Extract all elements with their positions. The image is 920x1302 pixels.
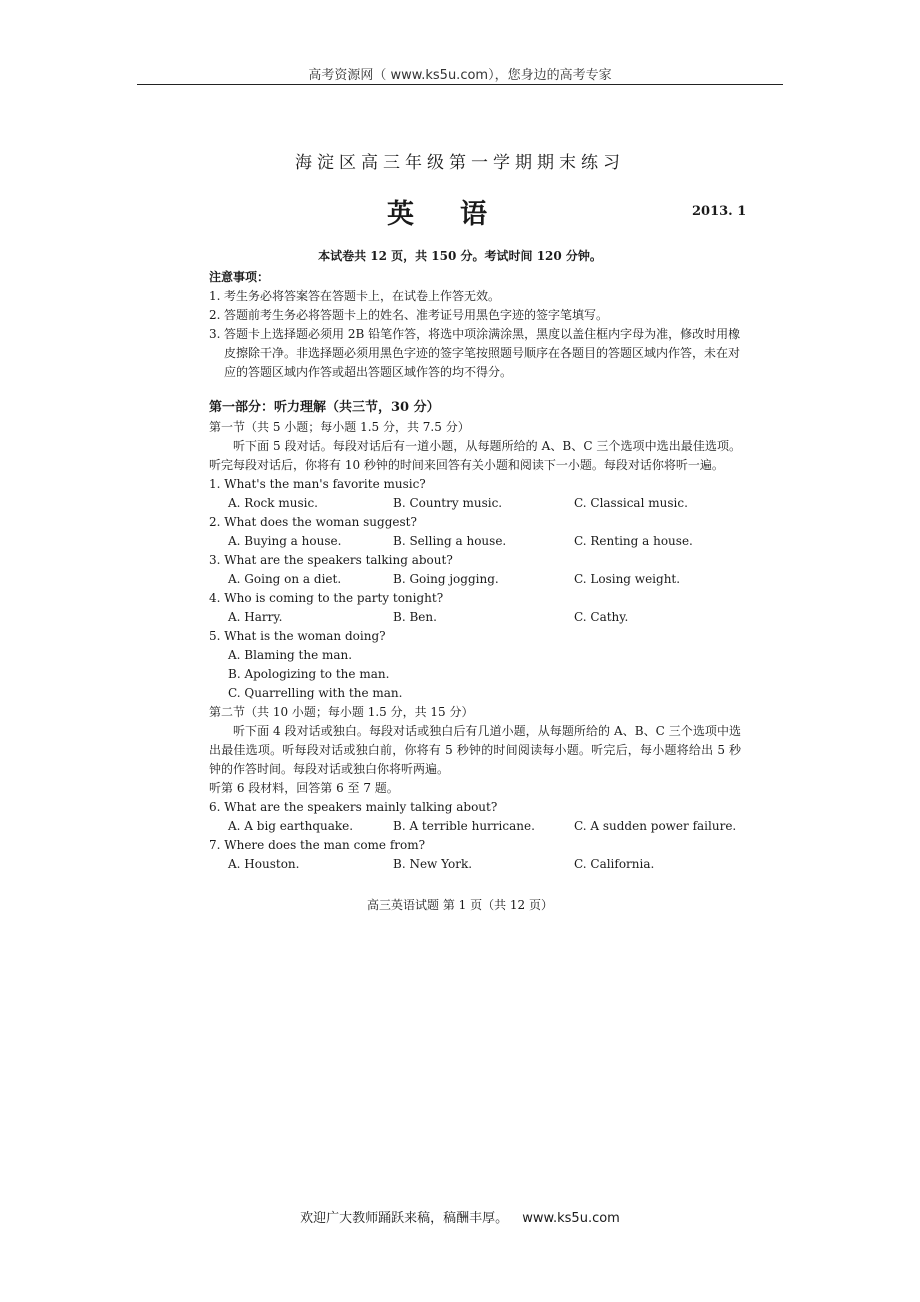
- option-b: B. New York.: [393, 857, 473, 871]
- option-a: A. Blaming the man.: [228, 648, 353, 662]
- notice-item: [209, 306, 741, 325]
- question-stem: 4. Who is coming to the party tonight?: [209, 591, 444, 605]
- option-b: B. Ben.: [393, 610, 437, 624]
- option-b: B. A terrible hurricane.: [393, 819, 535, 833]
- site-link[interactable]: www.ks5u.com: [522, 1211, 620, 1226]
- notice-item-number: 2.: [209, 308, 221, 322]
- option-c: C. California.: [574, 857, 655, 871]
- welcome-text: 欢迎广大教师踊跃来稿，稿酬丰厚。: [300, 1211, 509, 1226]
- option-b: B. Going jogging.: [393, 572, 499, 586]
- page-footer: 高三英语试题 第 1 页（共 12 页）: [367, 898, 553, 912]
- option-b: B. Apologizing to the man.: [228, 667, 390, 681]
- question-options: [209, 608, 741, 627]
- option-c: C. Classical music.: [574, 496, 688, 510]
- welcome-footer: [0, 1207, 920, 1226]
- question-stem: 1. What's the man's favorite music?: [209, 477, 426, 491]
- section1-title: 第一节（共 5 小题；每小题 1.5 分，共 7.5 分）: [209, 420, 470, 434]
- notice-item-number: 3.: [209, 327, 221, 341]
- option-c: C. Quarrelling with the man.: [228, 686, 403, 700]
- option-b: B. Country music.: [393, 496, 503, 510]
- question-stem: 3. What are the speakers talking about?: [209, 553, 453, 567]
- notice-item: [209, 325, 741, 382]
- notice-item-text: 答题卡上选择题必须用 2B 铅笔作答，将选中项涂满涂黑，黑度以盖住框内字母为准，修改时用橡皮擦除干净。非选择题必须用黑色字迹的签字笔按照题号顺序在各题目的答题区域内作答，未在对应的答题区域内作答或超出答题区域作答的均不得分。: [224, 327, 741, 379]
- option-a: A. Harry.: [228, 610, 283, 624]
- notice-item-number: 1.: [209, 289, 221, 303]
- option-a: A. Rock music.: [228, 496, 318, 510]
- option-a: A. A big earthquake.: [228, 819, 354, 833]
- exam-title: 海淀区高三年级第一学期期末练习: [295, 153, 625, 173]
- question-options: [209, 817, 741, 836]
- notice-heading: 注意事项：: [209, 270, 270, 284]
- question-stem: 5. What is the woman doing?: [209, 629, 386, 643]
- option-a: A. Buying a house.: [228, 534, 342, 548]
- option-a: A. Houston.: [228, 857, 300, 871]
- listening-part: [209, 398, 741, 874]
- notice-block: [209, 268, 741, 382]
- exam-date: 2013. 1: [692, 204, 747, 219]
- part1-title: 第一部分：听力理解（共三节，30 分）: [209, 400, 440, 415]
- notice-item-text: 答题前考生务必将答题卡上的姓名、准考证号用黑色字迹的签字笔填写。: [224, 308, 609, 322]
- material-note: 听第 6 段材料，回答第 6 至 7 题。: [209, 781, 399, 795]
- question-stem: 6. What are the speakers mainly talking about?: [209, 800, 498, 814]
- option-c: C. Cathy.: [574, 610, 629, 624]
- exam-info: 本试卷共 12 页，共 150 分。考试时间 120 分钟。: [318, 249, 602, 263]
- question-options: [209, 570, 741, 589]
- option-c: C. Renting a house.: [574, 534, 693, 548]
- option-c: C. Losing weight.: [574, 572, 681, 586]
- question-stem: 7. Where does the man come from?: [209, 838, 426, 852]
- question-stem: 2. What does the woman suggest?: [209, 515, 417, 529]
- notice-item-text: 考生务必将答案答在答题卡上，在试卷上作答无效。: [224, 289, 501, 303]
- option-a: A. Going on a diet.: [228, 572, 342, 586]
- section2-instructions: 听下面 4 段对话或独白。每段对话或独白后有几道小题，从每题所给的 A、B、C 三个选项中选出最佳选项。听每段对话或独白前，你将有 5 秒钟的时间阅读每小题。听完后，每小题将给出 5 秒钟的作答时间。每段对话或独白你将听两遍。: [209, 724, 741, 776]
- option-b: B. Selling a house.: [393, 534, 507, 548]
- option-c: C. A sudden power failure.: [574, 819, 737, 833]
- section2-title: 第二节（共 10 小题；每小题 1.5 分，共 15 分）: [209, 705, 474, 719]
- site-header: 高考资源网（ www.ks5u.com），您身边的高考专家: [308, 68, 612, 83]
- section1-instructions: 听下面 5 段对话。每段对话后有一道小题，从每题所给的 A、B、C 三个选项中选出最佳选项。听完每段对话后，你将有 10 秒钟的时间来回答有关小题和阅读下一小题。每段对话你将听一遍。: [209, 439, 741, 472]
- question-options: [209, 532, 741, 551]
- header-divider: [137, 84, 783, 85]
- notice-item: [209, 287, 741, 306]
- subject-title: 英语: [387, 199, 533, 230]
- question-options: [209, 855, 741, 874]
- question-options: [209, 494, 741, 513]
